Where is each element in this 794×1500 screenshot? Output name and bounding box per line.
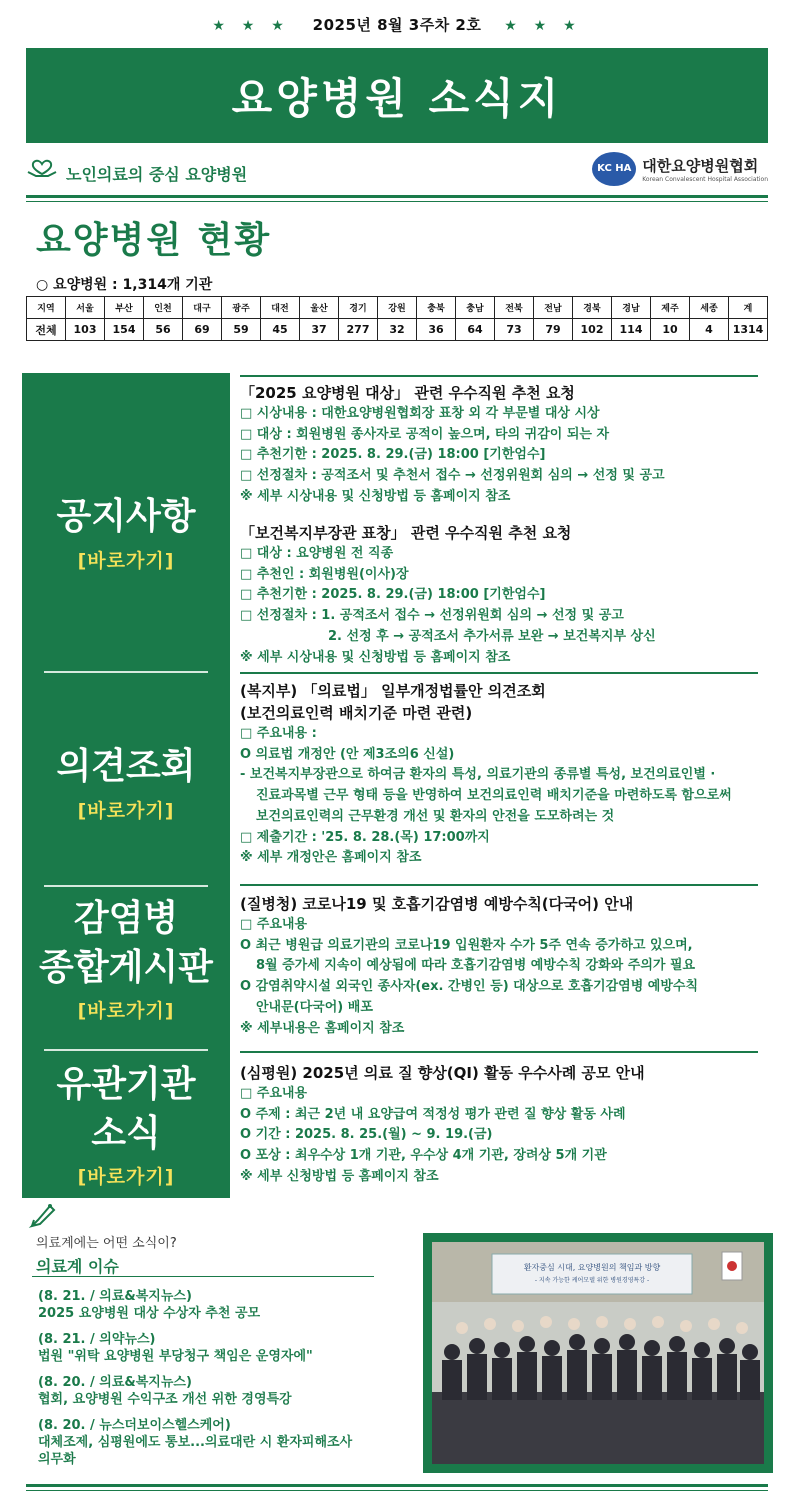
divider-top-thin [26,201,768,202]
newsletter-title: 요양병원 소식지 [231,73,563,123]
stars-right: ★ ★ ★ [504,18,582,34]
related-line: ※ 세부 신청방법 등 홈페이지 참조 [240,1168,439,1184]
table-cell: 69 [183,319,222,341]
table-header: 경남 [612,297,651,319]
related-link[interactable]: [바로가기] [77,1166,175,1189]
section-divider [44,885,208,887]
opinion-title: 의견조회 [56,746,196,787]
table-header: 대구 [183,297,222,319]
notice-link[interactable]: [바로가기] [77,549,175,572]
related-line: O 포상 : 최우수상 1개 기관, 우수상 4개 기관, 장려상 5개 기관 [240,1148,607,1164]
table-header: 강원 [378,297,417,319]
table-header: 지역 [27,297,66,319]
section-column [22,373,230,1198]
table-cell: 277 [339,319,378,341]
notice-2-line: 2. 선정 후 → 공적조서 추가서류 보완 → 보건복지부 상신 [328,628,656,644]
kcha-logo-icon: KC HA [592,152,636,186]
issue-line [0,14,794,35]
table-cell: 45 [261,319,300,341]
opinion-heading-2: (보건의료인력 배치기준 마련 관련) [240,704,473,722]
table-cell: 73 [495,319,534,341]
notice-2 [240,522,770,668]
infection-line: 8월 증가세 지속이 예상됨에 따라 호흡기감염병 예방수칙 강화와 주의가 필요 [256,958,696,974]
news-title: 의료계 이슈 [36,1257,119,1276]
news-source: (8. 21. / 의약뉴스) [38,1332,156,1347]
notice-2-note: ※ 세부 시상내용 및 신청방법 등 홈페이지 참조 [240,649,511,665]
news-source: (8. 21. / 의료&복지뉴스) [38,1289,192,1304]
opinion-heading-1: (복지부) 「의료법」 일부개정법률안 의견조회 [240,682,546,700]
pen-icon [28,1200,56,1230]
notice-2-heading: 「보건복지부장관 표창」 관련 우수직원 추천 요청 [240,524,572,542]
divider-bottom [26,1484,768,1487]
tagline: 노인의료의 중심 요양병원 [66,165,248,184]
notice-2-line: □ 선정절차 : 1. 공적조서 접수 → 선정위원회 심의 → 선정 및 공고 [240,608,624,624]
table-cell: 59 [222,319,261,341]
photo-banner-line-2: - 지속 가능한 케어모델 위한 병원경영특강 - [534,1277,650,1284]
related-title-2: 소식 [91,1112,161,1154]
table-header: 광주 [222,297,261,319]
table-cell: 103 [66,319,105,341]
news-question: 의료계에는 어떤 소식이? [36,1236,177,1251]
related-content [240,1062,770,1188]
table-header: 울산 [300,297,339,319]
infection-line: O 감염취약시설 외국인 종사자(ex. 간병인 등) 대상으로 호흡기감염병 예방수칙 [240,979,699,995]
table-cell: 36 [417,319,456,341]
infection-line: 안내문(다국어) 배포 [256,999,373,1015]
notice-2-line: □ 추천인 : 회원병원(이사)장 [240,566,409,582]
table-cell: 37 [300,319,339,341]
infection-title-1: 감염병 [73,898,179,939]
status-title: 요양병원 현황 [36,220,272,261]
infection-line: ※ 세부내용은 홈페이지 참조 [240,1020,405,1036]
related-block [22,1061,230,1189]
notice-1-line: □ 추천기한 : 2025. 8. 29.(금) 18:00 [기한엄수] [240,447,546,463]
news-headline-cont: 의무화 [38,1452,76,1467]
table-header: 부산 [105,297,144,319]
notice-title: 공지사항 [56,496,196,537]
opinion-link[interactable]: [바로가기] [77,799,175,822]
table-cell: 전체 [27,319,66,341]
table-cell: 10 [651,319,690,341]
table-header: 충북 [417,297,456,319]
news-headline: 2025 요양병원 대상 수상자 추천 공모 [38,1306,261,1321]
group-photo-image [432,1242,764,1464]
title-banner [26,48,768,143]
subheader [26,152,768,192]
table-header: 서울 [66,297,105,319]
table-cell: 102 [573,319,612,341]
association[interactable] [592,152,768,186]
notice-1 [240,382,770,508]
opinion-line: 진료과목별 근무 형태 등을 반영하여 보건의료인력 배치기준을 마련하도록 함으로써 [256,788,732,804]
opinion-line: □ 제출기간 : '25. 8. 28.(목) 17:00까지 [240,829,490,845]
opinion-line: - 보건복지부장관으로 하여금 환자의 특성, 의료기관의 종류별 특성, 보건의료인별 · [240,767,716,783]
notice-1-heading: 「2025 요양병원 대상」 관련 우수직원 추천 요청 [240,384,575,402]
news-item[interactable] [38,1417,398,1468]
news-headline: 대체조제, 심평원에도 통보...의료대란 시 환자피해조사 [38,1435,353,1450]
notice-block [22,493,230,573]
care-hands-icon [26,158,58,180]
news-list [38,1288,398,1477]
infection-block [22,895,230,1023]
stars-left: ★ ★ ★ [212,18,290,34]
news-item[interactable] [38,1331,398,1365]
infection-link[interactable]: [바로가기] [77,1000,175,1023]
related-line: O 기간 : 2025. 8. 25.(월) ~ 9. 19.(금) [240,1127,493,1143]
content-divider [240,1051,758,1053]
notice-1-line: □ 시상내용 : 대한요양병원협회장 표창 외 각 부문별 대상 시상 [240,406,600,421]
news-source: (8. 20. / 의료&복지뉴스) [38,1375,192,1390]
content-divider [240,672,758,674]
table-header-row [27,297,768,319]
association-name-en: Korean Convalescent Hospital Association [642,176,768,183]
content-divider [240,884,758,886]
related-line: □ 주요내용 [240,1086,308,1101]
related-line: O 주제 : 최근 2년 내 요양급여 적정성 평가 관련 질 향상 활동 사례 [240,1106,626,1122]
table-header: 계 [729,297,768,319]
news-source: (8. 20. / 뉴스더보이스헬스케어) [38,1418,231,1433]
table-header: 인천 [144,297,183,319]
table-header: 경기 [339,297,378,319]
notice-2-line: □ 추천기한 : 2025. 8. 29.(금) 18:00 [기한엄수] [240,587,546,603]
opinion-content [240,680,770,869]
infection-content [240,893,770,1039]
divider-bottom-thin [26,1490,768,1491]
section-divider [44,1049,208,1051]
notice-1-line: □ 대상 : 회원병원 종사자로 공적이 높으며, 타의 귀감이 되는 자 [240,426,610,442]
opinion-line: O 의료법 개정안 (안 제3조의6 신설) [240,746,455,762]
issue-number: 2025년 8월 3주차 2호 [312,16,482,34]
opinion-line: 보건의료인력의 근무환경 개선 및 환자의 안전을 도모하려는 것 [256,808,615,824]
news-divider [32,1276,374,1277]
divider-top [26,195,768,198]
notice-2-line: □ 대상 : 요양병원 전 직종 [240,546,394,561]
event-photo [423,1233,773,1473]
opinion-block [22,743,230,823]
news-item[interactable] [38,1374,398,1408]
photo-banner-line-1: 환자중심 시대, 요양병원의 책임과 방향 [523,1263,661,1272]
related-heading: (심평원) 2025년 의료 질 향상(QI) 활동 우수사례 공모 안내 [240,1064,645,1082]
table-header: 경북 [573,297,612,319]
table-row [27,319,768,341]
table-cell: 1314 [729,319,768,341]
news-headline: 법원 "위탁 요양병원 부당청구 책임은 운영자에" [38,1349,313,1364]
section-divider [44,671,208,673]
notice-1-line: □ 선정절차 : 공적조서 및 추천서 접수 → 선정위원회 심의 → 선정 및 공고 [240,468,665,484]
infection-line: O 최근 병원급 의료기관의 코로나19 입원환자 수가 5주 연속 증가하고 있으며, [240,937,693,953]
opinion-line: □ 주요내용 : [240,726,317,741]
table-header: 전남 [534,297,573,319]
table-cell: 79 [534,319,573,341]
photo-illustration [432,1242,764,1464]
news-item[interactable] [38,1288,398,1322]
table-cell: 154 [105,319,144,341]
notice-1-line: ※ 세부 시상내용 및 신청방법 등 홈페이지 참조 [240,488,511,504]
table-cell: 64 [456,319,495,341]
table-header: 대전 [261,297,300,319]
hospital-count: ○ 요양병원 : 1,314개 기관 [36,277,213,293]
content-divider [240,375,758,377]
table-header: 제주 [651,297,690,319]
table-cell: 4 [690,319,729,341]
related-title-1: 유관기관 [56,1064,196,1105]
news-headline: 협회, 요양병원 수익구조 개선 위한 경영특강 [38,1392,292,1407]
association-name: 대한요양병원협회 [642,157,759,175]
infection-line: □ 주요내용 [240,917,308,932]
infection-heading: (질병청) 코로나19 및 호흡기감염병 예방수칙(다국어) 안내 [240,895,634,913]
table-cell: 32 [378,319,417,341]
table-cell: 56 [144,319,183,341]
table-header: 충남 [456,297,495,319]
table-header: 세종 [690,297,729,319]
infection-title-2: 종합게시판 [39,946,213,988]
region-table [26,296,768,341]
table-cell: 114 [612,319,651,341]
table-header: 전북 [495,297,534,319]
opinion-line: ※ 세부 개정안은 홈페이지 참조 [240,850,422,866]
